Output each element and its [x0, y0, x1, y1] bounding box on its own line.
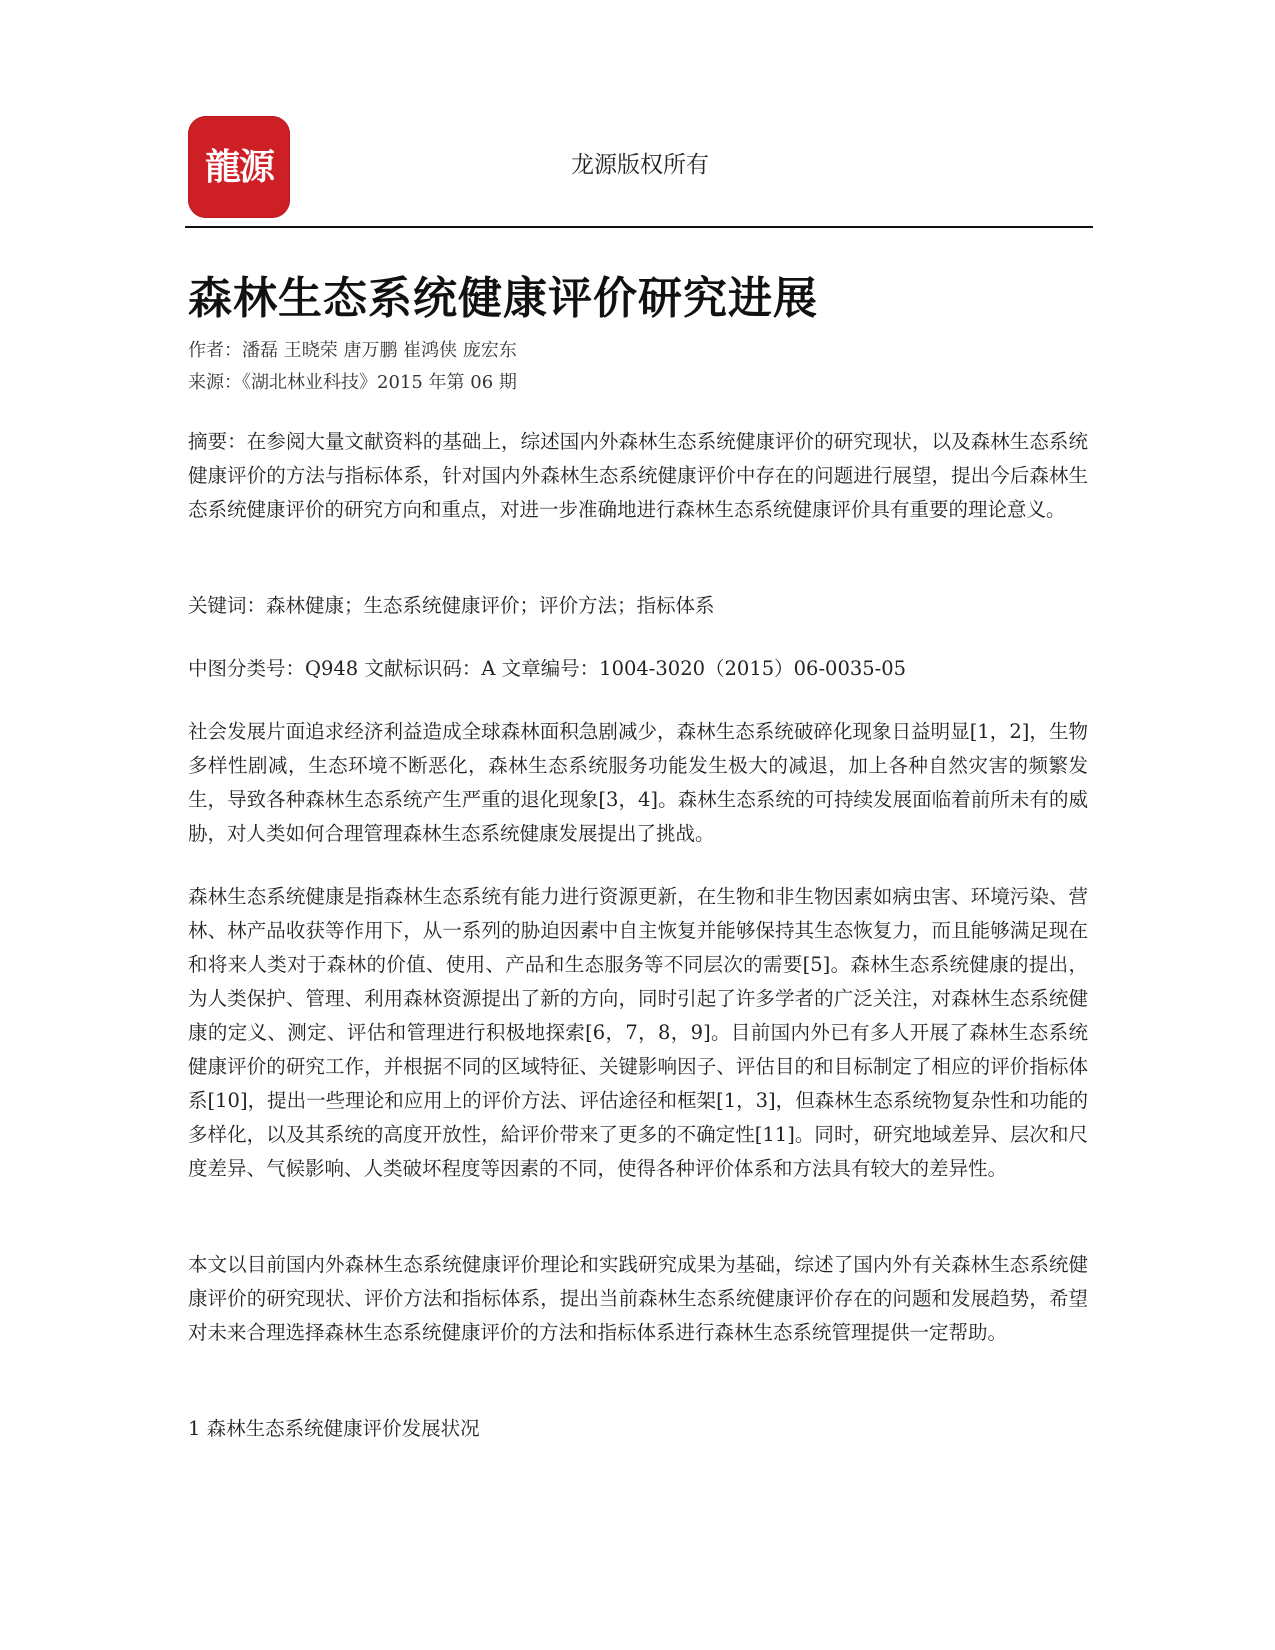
header-divider — [185, 226, 1093, 228]
classification-line: 中图分类号：Q948 文献标识码：A 文章编号：1004-3020（2015）06-0035-05 — [188, 657, 907, 680]
authors-line: 作者：潘磊 王晓荣 唐万鹏 崔鸿侠 庞宏东 — [188, 340, 517, 361]
keywords-line: 关键词：森林健康；生态系统健康评价；评价方法；指标体系 — [188, 594, 715, 617]
publisher-logo — [188, 116, 290, 218]
source-line: 来源：《湖北林业科技》2015 年第 06 期 — [188, 372, 517, 393]
abstract-paragraph: 摘要：在参阅大量文献资料的基础上，综述国内外森林生态系统健康评价的研究现状，以及森林生态系统健康评价的方法与指标体系，针对国内外森林生态系统健康评价中存在的问题进行展望，提出今后森林生态系统健康评价的研究方向和重点，对进一步准确地进行森林生态系统健康评价具有重要的理论意义。 — [188, 430, 1088, 521]
body-paragraph: 本文以目前国内外森林生态系统健康评价理论和实践研究成果为基础，综述了国内外有关森林生态系统健康评价的研究现状、评价方法和指标体系，提出当前森林生态系统健康评价存在的问题和发展趋势，希望对未来合理选择森林生态系统健康评价的方法和指标体系进行森林生态系统管理提供一定帮助。 — [188, 1253, 1088, 1344]
section-heading: 1 森林生态系统健康评价发展状况 — [188, 1417, 480, 1440]
body-paragraph: 森林生态系统健康是指森林生态系统有能力进行资源更新，在生物和非生物因素如病虫害、环境污染、营林、林产品收获等作用下，从一系列的胁迫因素中自主恢复并能够保持其生态恢复力，而且能够满足现在和将来人类对于森林的价值、使用、产品和生态服务等不同层次的需要[5]。森林生态系统健康的提出，为人类保护、管理、利用森林资源提出了新的方向，同时引起了许多学者的广泛关注，对森林生态系统健康的定义、测定、评估和管理进行积极地探索[6，7，8，9]。目前国内外已有多人开展了森林生态系统健康评价的研究工作，并根据不同的区域特征、关键影响因子、评估目的和目标制定了相应的评价指标体系[10]，提出一些理论和应用上的评价方法、评估途径和框架[1，3]，但森林生态系统物复杂性和功能的多样化，以及其系统的高度开放性，給评价带来了更多的不确定性[11]。同时，研究地域差异、层次和尺度差异、气候影响、人类破坏程度等因素的不同，使得各种评价体系和方法具有较大的差异性。 — [188, 885, 1088, 1180]
article-title: 森林生态系统健康评价研究进展 — [188, 273, 818, 324]
copyright-notice: 龙源版权所有 — [571, 152, 709, 178]
body-paragraph: 社会发展片面追求经济利益造成全球森林面积急剧减少，森林生态系统破碎化现象日益明显[1，2]，生物多样性剧减，生态环境不断恶化，森林生态系统服务功能发生极大的减退，加上各种自然灾害的频繁发生，导致各种森林生态系统产生严重的退化现象[3，4]。森林生态系统的可持续发展面临着前所未有的威胁，对人类如何合理管理森林生态系统健康发展提出了挑战。 — [188, 720, 1088, 845]
logo-text: 龍源 — [204, 146, 273, 188]
